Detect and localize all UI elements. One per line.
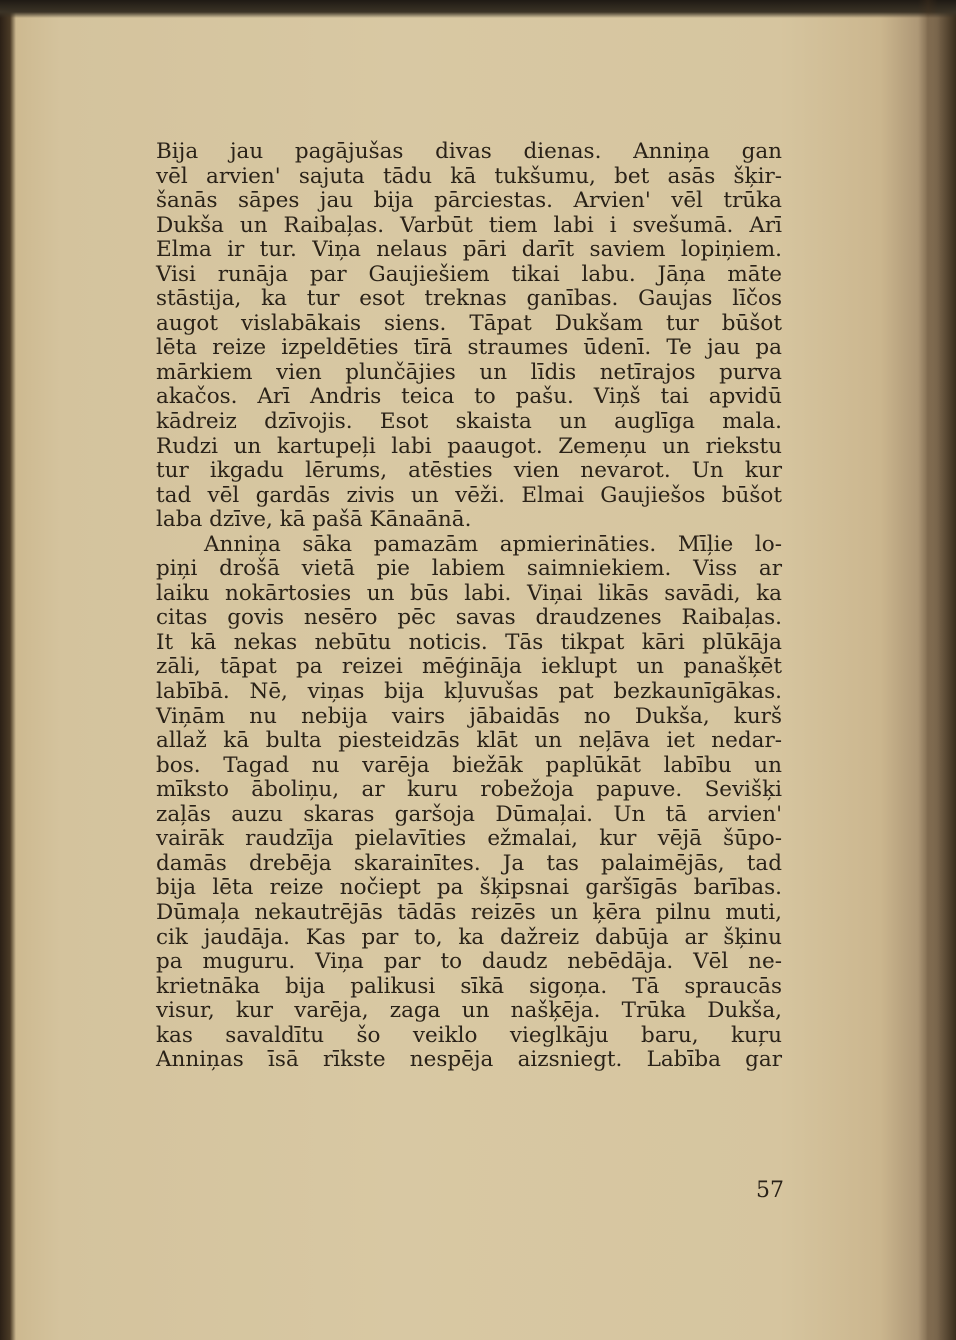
text-line: vēl arvien' sajuta tādu kā tukšumu, bet asās šķir- (156, 163, 782, 189)
text-line: mīksto āboliņu, ar kuru robežoja papuve. Sevišķi (156, 777, 782, 803)
text-line: Rudzi un kartupeļi labi paaugot. Zemeņu un riekstu (156, 433, 782, 459)
page-fold-shadow (918, 0, 938, 1340)
text-line: kādreiz dzīvojis. Esot skaista un auglīga mala. (156, 409, 782, 435)
text-line: šanās sāpes jau bija pārciestas. Arvien' vēl trūka (156, 188, 782, 214)
text-line: tur ikgadu lērums, atēsties vien nevarot. Un kur (156, 458, 782, 484)
text-line: krietnāka bija palikusi sīkā sigoņa. Tā spraucās (156, 973, 782, 999)
text-line: Anniņa sāka pamazām apmierināties. Mīļie lo- (204, 531, 782, 557)
text-line: bos. Tagad nu varēja biežāk paplūkāt labību un (156, 752, 782, 778)
text-line: It kā nekas nebūtu noticis. Tās tikpat kāri plūkāja (156, 629, 782, 655)
text-line: mārkiem vien plunčājies un līdis netīrajos purva (156, 359, 782, 385)
text-line: zāli, tāpat pa reizei mēģināja ieklupt un panašķēt (156, 654, 782, 680)
text-line: allaž kā bulta piesteidzās klāt un neļāva iet nedar- (156, 728, 782, 754)
text-line: Dukša un Raibaļas. Varbūt tiem labi i svešumā. Arī (156, 212, 782, 238)
text-line: citas govis nesēro pēc savas draudzenes Raibaļas. (156, 605, 782, 631)
text-line: piņi drošā vietā pie labiem saimniekiem. Viss ar (156, 556, 782, 582)
page-number: 57 (756, 1178, 784, 1203)
text-line: cik jaudāja. Kas par to, ka dažreiz dabūja ar šķinu (156, 924, 782, 950)
text-line: kas savaldītu šo veiklo vieglkāju baru, kuŗu (156, 1022, 782, 1048)
scanner-edge (0, 0, 956, 18)
text-line: vairāk raudzīja pielavīties ežmalai, kur vējā šūpo- (156, 826, 782, 852)
text-line: Anniņas īsā rīkste nespēja aizsniegt. Labība gar (156, 1047, 782, 1073)
text-line: Visi runāja par Gaujiešiem tikai labu. Jāņa māte (156, 261, 782, 287)
text-line: laba dzīve, kā pašā Kānaānā. (156, 507, 472, 533)
text-line: zaļās auzu skaras garšoja Dūmaļai. Un tā arvien' (156, 801, 782, 827)
body-text (156, 140, 782, 1073)
text-line: labībā. Nē, viņas bija kļuvušas pat bezkaunīgākas. (156, 679, 782, 705)
text-line: Dūmaļa nekautrējās tādās reizēs un ķēra pilnu muti, (156, 899, 782, 925)
text-line: akačos. Arī Andris teica to pašu. Viņš tai apvidū (156, 384, 782, 410)
text-line: tad vēl gardās zivis un vēži. Elmai Gaujiešos būšot (156, 482, 782, 508)
text-line: damās drebēja skarainītes. Ja tas palaimējās, tad (156, 850, 782, 876)
text-line: bija lēta reize nočiept pa šķipsnai garšīgās barības. (156, 875, 782, 901)
text-line: lēta reize izpeldēties tīrā straumes ūdenī. Te jau pa (156, 335, 782, 361)
text-line: pa muguru. Viņa par to daudz nebēdāja. Vēl ne- (156, 949, 782, 975)
text-line: visur, kur varēja, zaga un našķēja. Trūka Dukša, (156, 998, 782, 1024)
text-line: augot vislabākais siens. Tāpat Dukšam tur būšot (156, 310, 782, 336)
text-line: stāstija, ka tur esot treknas ganības. Gaujas līčos (156, 286, 782, 312)
text-line: Viņām nu nebija vairs jābaidās no Dukša, kurš (156, 703, 782, 729)
text-line: laiku nokārtosies un būs labi. Viņai likās savādi, ka (156, 580, 782, 606)
text-line: Elma ir tur. Viņa nelaus pāri darīt saviem lopiņiem. (156, 237, 782, 263)
text-line: Bija jau pagājušas divas dienas. Anniņa gan (156, 139, 782, 164)
